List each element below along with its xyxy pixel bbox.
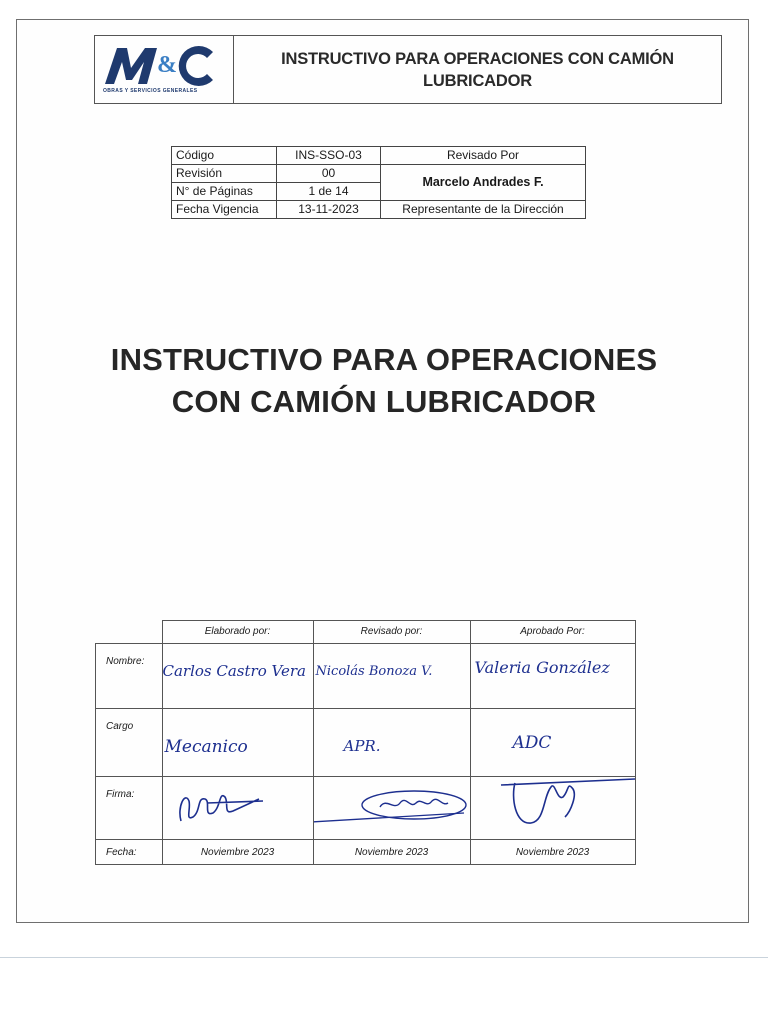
codigo-label: Código bbox=[172, 147, 277, 165]
fecha-label: Fecha: bbox=[96, 840, 163, 865]
elaborado-signature bbox=[162, 777, 313, 840]
revisado-por-role: Representante de la Dirección bbox=[381, 201, 586, 219]
revisado-cargo-cell bbox=[313, 709, 470, 777]
vigencia-label: Fecha Vigencia bbox=[172, 201, 277, 219]
revisado-name-cell bbox=[313, 644, 470, 709]
revisado-cargo: APR. bbox=[343, 737, 381, 755]
revision-label: Revisión bbox=[172, 165, 277, 183]
paginas-value: 1 de 14 bbox=[277, 183, 381, 201]
revisado-header: Revisado por: bbox=[313, 621, 470, 644]
signature-icon bbox=[471, 777, 635, 827]
vigencia-value: 13-11-2023 bbox=[277, 201, 381, 219]
logo-tagline: OBRAS Y SERVICIOS GENERALES bbox=[103, 88, 198, 94]
elaborado-name-cell bbox=[162, 644, 313, 709]
elaborado-cargo-cell bbox=[162, 709, 313, 777]
revisado-por-label: Revisado Por bbox=[381, 147, 586, 165]
elaborado-name: Carlos Castro Vera bbox=[162, 662, 306, 680]
approval-table bbox=[95, 620, 636, 865]
revision-value: 00 bbox=[277, 165, 381, 183]
aprobado-name-cell bbox=[470, 644, 635, 709]
aprobado-signature bbox=[470, 777, 635, 840]
revisado-name: Nicolás Bonoza V. bbox=[315, 664, 433, 679]
aprobado-fecha: Noviembre 2023 bbox=[470, 840, 635, 865]
revisado-fecha: Noviembre 2023 bbox=[313, 840, 470, 865]
signature-icon bbox=[314, 777, 470, 827]
aprobado-header: Aprobado Por: bbox=[470, 621, 635, 644]
elaborado-fecha: Noviembre 2023 bbox=[162, 840, 313, 865]
blank-corner bbox=[96, 621, 163, 644]
main-title: INSTRUCTIVO PARA OPERACIONES CON CAMIÓN LUBRICADOR bbox=[110, 342, 658, 419]
aprobado-cargo: ADC bbox=[512, 733, 552, 753]
aprobado-name: Valeria González bbox=[474, 658, 610, 677]
revisado-signature bbox=[313, 777, 470, 840]
svg-text:&: & bbox=[157, 52, 177, 78]
company-logo bbox=[95, 36, 234, 103]
codigo-value: INS-SSO-03 bbox=[277, 147, 381, 165]
elaborado-cargo: Mecanico bbox=[164, 737, 248, 757]
mc-logo-icon bbox=[101, 42, 227, 90]
firma-label: Firma: bbox=[96, 777, 163, 840]
header-title: INSTRUCTIVO PARA OPERACIONES CON CAMIÓN LUBRICADOR bbox=[281, 49, 674, 90]
document-control-table bbox=[171, 146, 586, 219]
paginas-label: N° de Páginas bbox=[172, 183, 277, 201]
signature-icon bbox=[163, 777, 313, 827]
cargo-label: Cargo bbox=[96, 709, 163, 777]
page-bottom-edge bbox=[0, 957, 768, 958]
nombre-label: Nombre: bbox=[96, 644, 163, 709]
revisado-por-name: Marcelo Andrades F. bbox=[381, 165, 586, 201]
elaborado-header: Elaborado por: bbox=[162, 621, 313, 644]
document-header bbox=[94, 35, 722, 104]
